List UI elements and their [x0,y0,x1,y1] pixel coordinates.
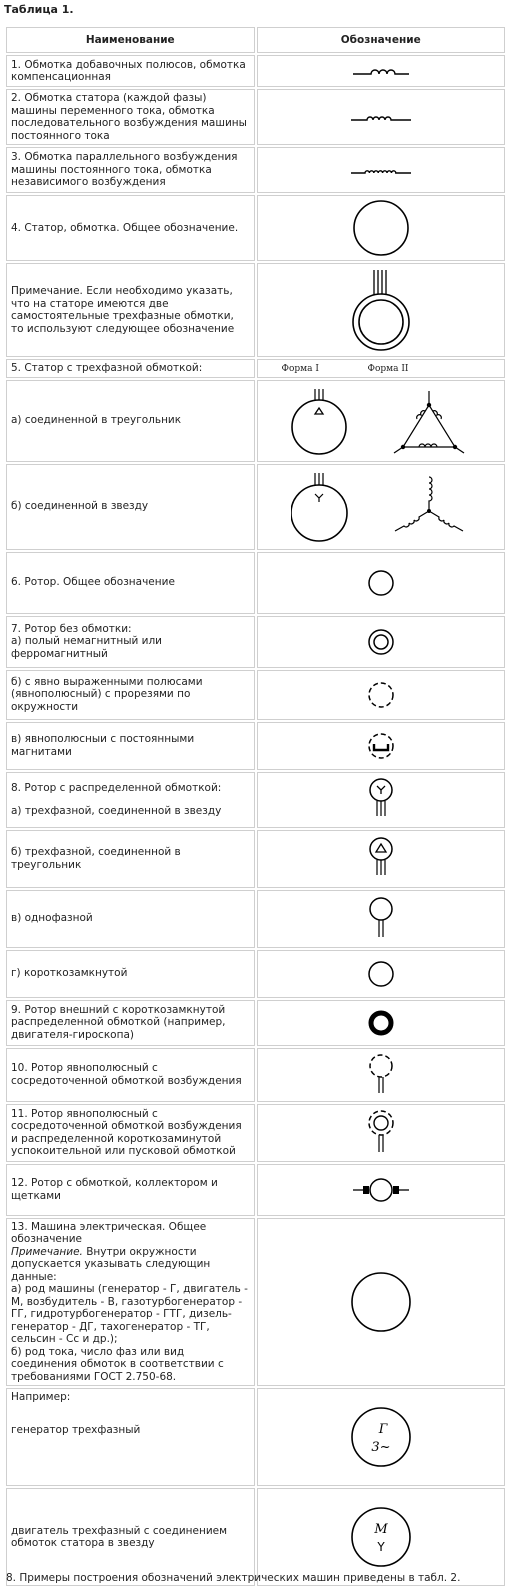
row-name [6,1388,255,1486]
stator-star-symbol [291,467,471,547]
row-symbol [257,464,506,550]
rotor-commutator-brushes-symbol [351,1175,411,1205]
row-name-line: Например: [11,1391,71,1403]
row-name [6,1218,255,1387]
row-symbol [257,1388,506,1486]
row-symbol [257,950,506,998]
row-symbol [257,1164,506,1216]
row-symbol [257,552,506,614]
row-symbol [257,1218,506,1387]
row-symbol [257,1048,506,1102]
table-row [6,1048,505,1102]
row-name: 10. Ротор явнополюсный с сосредоточенной обмоткой возбуждения [6,1048,255,1102]
row-symbol [257,772,506,828]
row-symbol [257,89,506,145]
row-name-line: а) трехфазной, соединенной в звезду [11,804,222,817]
row-name: двигатель трехфазный с соединением обмоток статора в звезду [6,1488,255,1586]
star-marking: Y [377,1540,385,1554]
table-row [6,263,505,357]
table-row [6,772,505,828]
row-name: 6. Ротор. Общее обозначение [6,552,255,614]
three-phase-motor-star-symbol [349,1505,413,1569]
rotor-symbol [366,568,396,598]
table-row [6,1000,505,1046]
table-row [6,890,505,948]
hollow-rotor-symbol [366,627,396,657]
table-row [6,195,505,261]
forma-1-label: Форма I [281,364,319,374]
stator-delta-symbol [291,383,471,459]
row-name: 5. Статор с трехфазной обмоткой: [6,359,255,378]
header-symbol: Обозначение [257,27,506,53]
row-symbol [257,1000,506,1046]
table-caption: Таблица 1. [4,3,74,16]
table-row [6,1164,505,1216]
row-symbol [257,359,506,378]
row-name: а) соединенной в треугольник [6,380,255,462]
permanent-magnet-rotor-symbol [366,731,396,761]
row-symbol [257,722,506,770]
table-row [6,1104,505,1162]
row-name: в) однофазной [6,890,255,948]
row-symbol [257,147,506,193]
phase-marking: 3~ [371,1440,391,1455]
table-row [6,722,505,770]
row-symbol [257,830,506,888]
row-symbol [257,670,506,720]
row-symbol [257,1104,506,1162]
row-name: б) соединенной в звезду [6,464,255,550]
stator-circle-symbol [349,198,413,258]
table-row [6,1388,505,1486]
stator-winding-symbol [349,110,413,124]
row-name: 1. Обмотка добавочных полюсов, обмотка компенсационная [6,55,255,87]
footnote: 8. Примеры построения обозначений электрических машин приведены в табл. 2. [6,1572,461,1584]
table-row [6,552,505,614]
double-stator-symbol [346,266,416,354]
table-row [6,89,505,145]
three-phase-generator-symbol [349,1405,413,1469]
row-name: г) короткозамкнутой [6,950,255,998]
row-name: 11. Ротор явнополюсный с сосредоточенной обмоткой возбуждения и распределенной короткозаминутой успокоительной или пусковой обмоткой [6,1104,255,1162]
row-name: в) явнополюсныи с постоянными магнитами [6,722,255,770]
row-name: 9. Ротор внешний с короткозамкнутой распределенной обмоткой (например, двигателя-гироскопа) [6,1000,255,1046]
header-name: Наименование [6,27,255,53]
motor-letter: М [374,1522,388,1537]
table-row [6,1218,505,1387]
salient-pole-rotor-symbol [366,680,396,710]
note-label: Примечание. [11,1245,83,1258]
row-symbol [257,380,506,462]
row-name [6,616,255,668]
row-name: 4. Статор, обмотка. Общее обозначение. [6,195,255,261]
electric-machine-symbol [349,1270,413,1334]
row-symbol [257,616,506,668]
rotor-star-winding-symbol [366,776,396,824]
rotor-delta-winding-symbol [366,835,396,883]
table-row [6,616,505,668]
row-name: 12. Ротор с обмоткой, коллектором и щетками [6,1164,255,1216]
table-header-row [6,27,505,53]
row-name-line: а) полый немагнитный или ферромагнитный [11,635,162,660]
table-row [6,380,505,462]
table-row [6,830,505,888]
row-name-line: 13. Машина электрическая. Общее обозначение [11,1220,207,1245]
row-name: 2. Обмотка статора (каждой фазы) машины переменного тока, обмотка последовательного возбуждения машины постоянного тока [6,89,255,145]
row-symbol [257,195,506,261]
row-name-line: 8. Ротор с распределенной обмоткой: [11,782,222,794]
row-symbol [257,55,506,87]
forma-2-label: Форма II [367,364,409,374]
row-name: б) с явно выраженными полюсами (явнополюсный) с прорезями по окружности [6,670,255,720]
row-name: 3. Обмотка параллельного возбуждения машины постоянного тока, обмотка независимого возбуждения [6,147,255,193]
row-name [6,772,255,828]
row-name: б) трехфазной, соединенной в треугольник [6,830,255,888]
row-symbol [257,890,506,948]
row-symbol [257,263,506,357]
row-name-line: 7. Ротор без обмотки: [11,622,132,635]
squirrel-cage-rotor-symbol [366,959,396,989]
row-name-line: а) род машины (генератор - Г, двигатель - М, возбудитель - В, газотурбогенератор - ГГ, гидротурбогенератор - ГТГ, дизель-генератор - ДГ, тахогенератор - ТГ, сельсин - Сс и др.); [11,1283,248,1345]
table-row [6,147,505,193]
generator-letter: Г [378,1422,388,1437]
table-row [6,359,505,378]
row-name-line [11,1246,250,1284]
row-name-line: б) род тока, число фаз или вид соединения обмоток в соответствии с требованиями ГОСТ 2.750-68. [11,1345,224,1383]
rotor-single-phase-symbol [366,895,396,943]
parallel-winding-symbol [349,163,413,177]
salient-pole-damper-rotor-symbol [366,1108,396,1158]
compensation-winding-symbol [351,64,411,78]
note-text: Внутри окружности допускается указывать следующин данные: [11,1245,211,1283]
table-row [6,950,505,998]
table-row [6,464,505,550]
symbols-table [4,25,507,1588]
row-name: Примечание. Если необходимо указать, что на статоре имеются две самостоятельные трехфазные обмотки, то используют следующее обозначение [6,263,255,357]
salient-pole-excitation-rotor-symbol [366,1051,396,1099]
row-name-line: генератор трехфазный [11,1423,141,1436]
table-row [6,670,505,720]
table-row [6,55,505,87]
external-rotor-symbol [366,1008,396,1038]
